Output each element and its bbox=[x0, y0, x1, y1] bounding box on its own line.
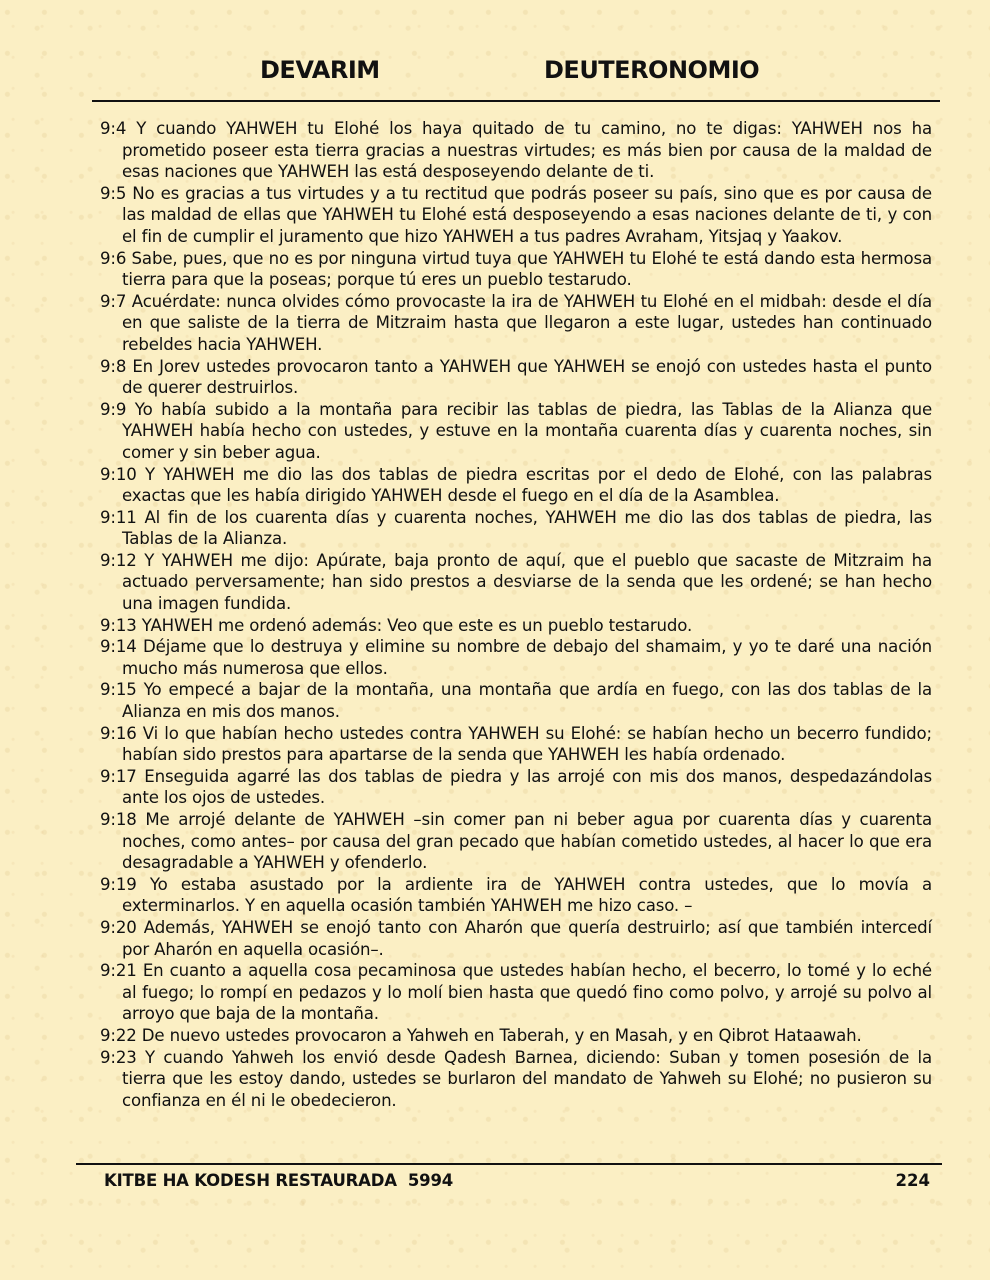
header-left-title: DEVARIM bbox=[260, 56, 380, 84]
verse-9-7: 9:7 Acuérdate: nunca olvides cómo provocaste la ira de YAHWEH tu Elohé en el midbah: desde el día en que saliste de la tierra de Mitzraim hasta que llegaron a este lugar, ustedes han continuado rebeldes hacia YAHWEH. bbox=[100, 291, 932, 354]
header-right-title: DEUTERONOMIO bbox=[544, 56, 760, 84]
verse-9-20: 9:20 Además, YAHWEH se enojó tanto con Aharón que quería destruirlo; así que también intercedí por Aharón en aquella ocasión–. bbox=[100, 917, 932, 959]
verse-9-9: 9:9 Yo había subido a la montaña para recibir las tablas de piedra, las Tablas de la Alianza que YAHWEH había hecho con ustedes, y estuve en la montaña cuarenta días y cuarenta noches, sin comer y sin beber agua. bbox=[100, 399, 932, 462]
footer-divider bbox=[76, 1163, 942, 1165]
page-footer bbox=[104, 1171, 930, 1195]
verse-9-15: 9:15 Yo empecé a bajar de la montaña, una montaña que ardía en fuego, con las dos tablas de la Alianza en mis dos manos. bbox=[100, 680, 932, 722]
verse-9-4: 9:4 Y cuando YAHWEH tu Elohé los haya quitado de tu camino, no te digas: YAHWEH nos ha prometido poseer esta tierra gracias a nuestras virtudes; es más bien por causa de la maldad de esas naciones que YAHWEH las está desposeyendo delante de ti. bbox=[100, 119, 932, 182]
footer-page-number: 224 bbox=[895, 1171, 930, 1190]
verse-9-22: 9:22 De nuevo ustedes provocaron a Yahweh en Taberah, y en Masah, y en Qibrot Hataawah. bbox=[100, 1025, 862, 1045]
page-header bbox=[92, 56, 940, 90]
verse-9-13: 9:13 YAHWEH me ordenó además: Veo que este es un pueblo testarudo. bbox=[100, 615, 693, 635]
header-divider bbox=[92, 100, 940, 102]
verse-list bbox=[100, 118, 932, 1111]
verse-9-8: 9:8 En Jorev ustedes provocaron tanto a YAHWEH que YAHWEH se enojó con ustedes hasta el punto de querer destruirlos. bbox=[100, 356, 932, 398]
verse-9-18: 9:18 Me arrojé delante de YAHWEH –sin comer pan ni beber agua por cuarenta días y cuarenta noches, como antes– por causa del gran pecado que habían cometido ustedes, al hacer lo que era desagradable a YAHWEH y ofenderlo. bbox=[100, 810, 932, 873]
footer-book-title: KITBE HA KODESH RESTAURADA 5994 bbox=[104, 1171, 454, 1190]
verse-9-10: 9:10 Y YAHWEH me dio las dos tablas de piedra escritas por el dedo de Elohé, con las palabras exactas que les había dirigido YAHWEH desde el fuego en el día de la Asamblea. bbox=[100, 464, 932, 506]
verse-9-19: 9:19 Yo estaba asustado por la ardiente ira de YAHWEH contra ustedes, que lo movía a exterminarlos. Y en aquella ocasión también YAHWEH me hizo caso. – bbox=[100, 874, 932, 916]
verse-9-23: 9:23 Y cuando Yahweh los envió desde Qadesh Barnea, diciendo: Suban y tomen posesión de la tierra que les estoy dando, ustedes se burlaron del mandato de Yahweh su Elohé; no pusieron su confianza en él ni le obedecieron. bbox=[100, 1047, 932, 1110]
verse-9-12: 9:12 Y YAHWEH me dijo: Apúrate, baja pronto de aquí, que el pueblo que sacaste de Mitzraim ha actuado perversamente; han sido prestos a desviarse de la senda que les ordené; se han hecho una imagen fundida. bbox=[100, 550, 932, 614]
verse-9-11: 9:11 Al fin de los cuarenta días y cuarenta noches, YAHWEH me dio las dos tablas de piedra, las Tablas de la Alianza. bbox=[100, 507, 932, 549]
verse-9-6: 9:6 Sabe, pues, que no es por ninguna virtud tuya que YAHWEH tu Elohé te está dando esta hermosa tierra para que la poseas; porque tú eres un pueblo testarudo. bbox=[100, 248, 932, 290]
verse-9-5: 9:5 No es gracias a tus virtudes y a tu rectitud que podrás poseer su país, sino que es por causa de las maldad de ellas que YAHWEH tu Elohé está desposeyendo a esas naciones delante de ti, y con el fin de cumplir el juramento que hizo YAHWEH a tus padres Avraham, Yitsjaq y Yaakov. bbox=[100, 183, 932, 246]
verse-9-16: 9:16 Vi lo que habían hecho ustedes contra YAHWEH su Elohé: se habían hecho un becerro fundido; habían sido prestos para apartarse de la senda que YAHWEH les había ordenado. bbox=[100, 723, 932, 765]
verse-9-17: 9:17 Enseguida agarré las dos tablas de piedra y las arrojé con mis dos manos, despedazándolas ante los ojos de ustedes. bbox=[100, 766, 932, 808]
verse-9-21: 9:21 En cuanto a aquella cosa pecaminosa que ustedes habían hecho, el becerro, lo tomé y lo eché al fuego; lo rompí en pedazos y lo molí bien hasta que quedó fino como polvo, y arrojé su polvo al arroyo que baja de la montaña. bbox=[100, 961, 932, 1024]
verse-9-14: 9:14 Déjame que lo destruya y elimine su nombre de debajo del shamaim, y yo te daré una nación mucho más numerosa que ellos. bbox=[100, 637, 932, 678]
